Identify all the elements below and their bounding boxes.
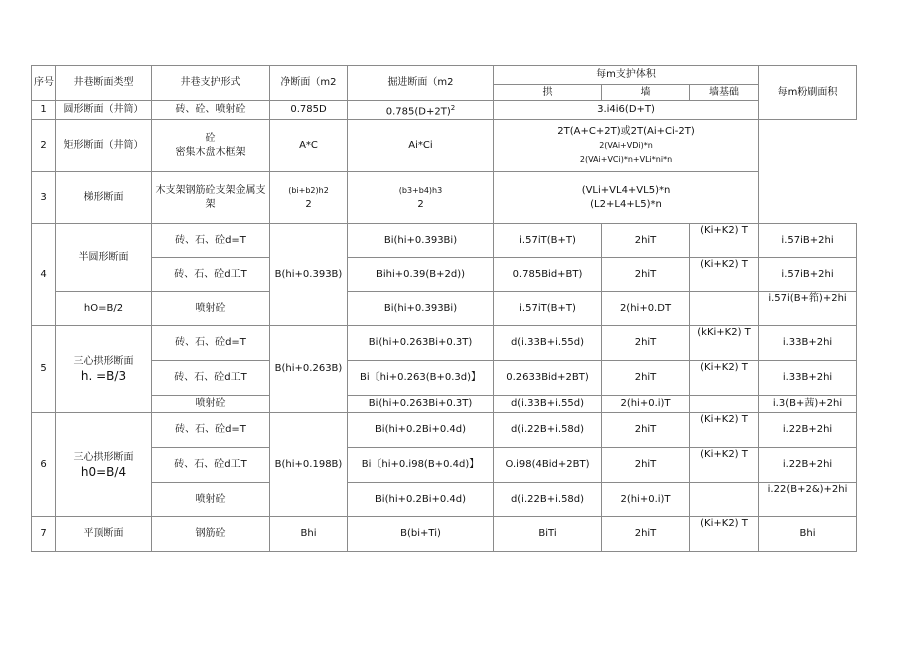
row7-type: 平顶断面 (56, 517, 152, 552)
header-support-form: 井巷支护形式 (152, 66, 270, 101)
header-arch: 拱 (494, 85, 602, 101)
row7-plaster: Bhi (759, 517, 857, 552)
row4b-wall: 2hiT (602, 258, 690, 292)
row7-seq: 7 (32, 517, 56, 552)
row5b-plaster: i.33B+2hi (759, 361, 857, 396)
row7-exc: B(bi+Ti) (348, 517, 494, 552)
row4-net: B(hi+0.393B) (270, 224, 348, 326)
row4b-arch: 0.785Bid+BT) (494, 258, 602, 292)
row4-sub: hO=B/2 (56, 292, 152, 326)
row4c-support: 喷射砼 (152, 292, 270, 326)
header-section-type: 井巷断面类型 (56, 66, 152, 101)
table-row (32, 517, 857, 552)
row6b-arch: O.i98(4Bid+2BT) (494, 448, 602, 483)
row4-type: 半圆形断面 (56, 224, 152, 292)
row7-base: (Ki+K2) T (690, 517, 759, 552)
header-row (32, 66, 857, 85)
row5a-exc: Bi(hi+0.263Bi+0.3T) (348, 326, 494, 361)
row4c-plaster: i.57i(B+筘)+2hi (759, 292, 857, 326)
row3-exc: (b3+b4)h3 2 (348, 172, 494, 224)
row6a-wall: 2hiT (602, 413, 690, 448)
table-row (32, 101, 857, 120)
row7-wall: 2hiT (602, 517, 690, 552)
row6c-wall: 2(hi+0.i)T (602, 483, 690, 517)
header-support-volume: 每m支护体积 (494, 66, 759, 85)
row6b-support: 砖、石、砼d工T (152, 448, 270, 483)
row1-net: 0.785D (270, 101, 348, 120)
table-row (32, 361, 857, 396)
row6a-exc: Bi(hi+0.2Bi+0.4d) (348, 413, 494, 448)
row5b-support: 砖、石、砼d工T (152, 361, 270, 396)
row6c-support: 喷射砼 (152, 483, 270, 517)
row6c-base (690, 483, 759, 517)
row3-net: (bi+b2)h2 2 (270, 172, 348, 224)
row5-type: 三心拱形断面 h. =B/3 (56, 326, 152, 413)
row1-vol: 3.i4i6(D+T) (494, 101, 759, 120)
row6-seq: 6 (32, 413, 56, 517)
row6a-plaster: i.22B+2hi (759, 413, 857, 448)
row5b-base: (Ki+K2) T (690, 361, 759, 396)
row6a-arch: d(i.22B+i.58d) (494, 413, 602, 448)
row6b-exc: Bi〔hi+0.i98(B+0.4d)】 (348, 448, 494, 483)
row5a-arch: d(i.33B+i.55d) (494, 326, 602, 361)
row5a-support: 砖、石、砼d=T (152, 326, 270, 361)
row3-vol: (VLi+VL4+VL5)*n (L2+L4+L5)*n (494, 172, 759, 224)
row4a-support: 砖、石、砼d=T (152, 224, 270, 258)
row6-net: B(hi+0.198B) (270, 413, 348, 517)
row2-net: A*C (270, 120, 348, 172)
table-row (32, 224, 857, 258)
row5a-wall: 2hiT (602, 326, 690, 361)
header-wall-base: 墙基础 (690, 85, 759, 101)
table-row (32, 120, 857, 172)
row6a-support: 砖、石、砼d=T (152, 413, 270, 448)
row6a-base: (Ki+K2) T (690, 413, 759, 448)
row5b-wall: 2hiT (602, 361, 690, 396)
row5c-arch: d(i.33B+i.55d) (494, 396, 602, 413)
header-seq: 序号 (32, 66, 56, 101)
row3-type: 梯形断面 (56, 172, 152, 224)
row4a-plaster: i.57iB+2hi (759, 224, 857, 258)
row2-type: 矩形断面（井筒） (56, 120, 152, 172)
row1-exc: $0.785(D+2T)^2$ (348, 101, 494, 120)
header-net-area: 净断面（m2 (270, 66, 348, 101)
row5b-exc: Bi〔hi+0.263(B+0.3d)】 (348, 361, 494, 396)
header-plaster-area: 每m粉刷面积 (759, 66, 857, 120)
row2-vol: 2T(A+C+2T)或2T(Ai+Ci-2T) 2(VAi+VDi)*n 2(VAi+VCi)*n+VLi*ni*n (494, 120, 759, 172)
row2-seq: 2 (32, 120, 56, 172)
row5c-wall: 2(hi+0.i)T (602, 396, 690, 413)
row5a-plaster: i.33B+2hi (759, 326, 857, 361)
row5-seq: 5 (32, 326, 56, 413)
row3-seq: 3 (32, 172, 56, 224)
row4c-arch: i.57iT(B+T) (494, 292, 602, 326)
formula-table (31, 65, 857, 552)
row7-net: Bhi (270, 517, 348, 552)
row1-support: 砖、砼、喷射砼 (152, 101, 270, 120)
row4b-plaster: i.57iB+2hi (759, 258, 857, 292)
table-row (32, 483, 857, 517)
row2-exc: Ai*Ci (348, 120, 494, 172)
row6c-arch: d(i.22B+i.58d) (494, 483, 602, 517)
table-row (32, 448, 857, 483)
table-row (32, 396, 857, 413)
row4a-exc: Bi(hi+0.393Bi) (348, 224, 494, 258)
row4c-base (690, 292, 759, 326)
row4b-support: 砖、石、砼d工T (152, 258, 270, 292)
row6c-plaster: i.22(B+2&)+2hi (759, 483, 857, 517)
row5c-plaster: i.3(B+茜)+2hi (759, 396, 857, 413)
header-wall: 墙 (602, 85, 690, 101)
row6b-wall: 2hiT (602, 448, 690, 483)
row4b-base: (Ki+K2) T (690, 258, 759, 292)
table-row (32, 292, 857, 326)
row4c-wall: 2(hi+0.DT (602, 292, 690, 326)
row3-support: 木支架钢筋砼支架金属支架 (152, 172, 270, 224)
table-row (32, 326, 857, 361)
row5b-arch: 0.2633Bid+2BT) (494, 361, 602, 396)
table-row (32, 413, 857, 448)
row6b-base: (Ki+K2) T (690, 448, 759, 483)
row4a-base: (Ki+K2) T (690, 224, 759, 258)
row6c-exc: Bi(hi+0.2Bi+0.4d) (348, 483, 494, 517)
row5a-base: (kKi+K2) T (690, 326, 759, 361)
row1-type: 圆形断面（井筒） (56, 101, 152, 120)
row4a-wall: 2hiT (602, 224, 690, 258)
row7-support: 钢筋砼 (152, 517, 270, 552)
row5c-base (690, 396, 759, 413)
row5c-support: 喷射砼 (152, 396, 270, 413)
row4a-arch: i.57iT(B+T) (494, 224, 602, 258)
row2-support: 砼 密集木盘木框架 (152, 120, 270, 172)
table-row (32, 172, 857, 224)
row4c-exc: Bi(hi+0.393Bi) (348, 292, 494, 326)
row1-seq: 1 (32, 101, 56, 120)
table-row (32, 258, 857, 292)
row6b-plaster: i.22B+2hi (759, 448, 857, 483)
row7-arch: BiTi (494, 517, 602, 552)
header-excavation-area: 掘进断面（m2 (348, 66, 494, 101)
row6-type: 三心拱形断面 h0=B/4 (56, 413, 152, 517)
row5-net: B(hi+0.263B) (270, 326, 348, 413)
row4-seq: 4 (32, 224, 56, 326)
row5c-exc: Bi(hi+0.263Bi+0.3T) (348, 396, 494, 413)
row4b-exc: Bihi+0.39(B+2d)) (348, 258, 494, 292)
